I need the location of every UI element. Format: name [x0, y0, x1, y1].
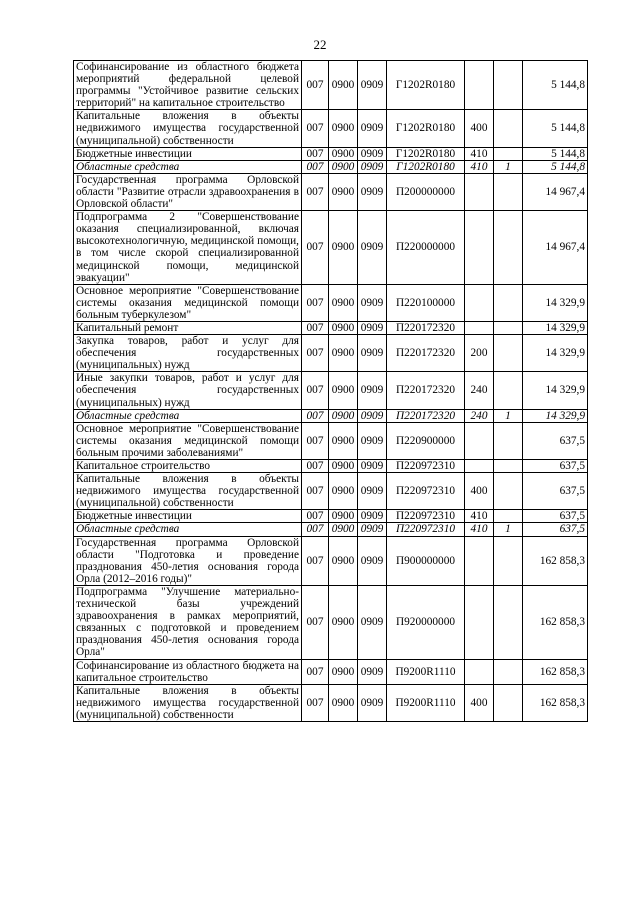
funding-source-cell	[494, 460, 523, 473]
amount-cell: 5 144,8	[523, 110, 588, 147]
ministry-code-cell: 007	[302, 173, 329, 210]
subsection-code-cell: 0909	[358, 659, 387, 684]
target-article-cell: П220000000	[387, 211, 465, 285]
expense-type-cell	[465, 61, 494, 110]
section-code-cell: 0900	[329, 409, 358, 422]
section-code-cell: 0900	[329, 684, 358, 721]
funding-source-cell	[494, 585, 523, 659]
amount-cell: 162 858,3	[523, 585, 588, 659]
expense-name-cell: Капитальные вложения в объекты недвижимого имущества государственной (муниципальной) собственности	[74, 110, 302, 147]
subsection-code-cell: 0909	[358, 585, 387, 659]
amount-cell: 637,5	[523, 473, 588, 510]
table-row	[74, 523, 588, 536]
funding-source-cell	[494, 422, 523, 459]
funding-source-cell	[494, 211, 523, 285]
table-row	[74, 684, 588, 721]
amount-cell: 162 858,3	[523, 659, 588, 684]
amount-cell: 14 329,9	[523, 321, 588, 334]
table-row	[74, 510, 588, 523]
subsection-code-cell: 0909	[358, 473, 387, 510]
expense-name-cell: Государственная программа Орловской области "Подготовка и проведение празднования 450-летия основания города Орла (2012–2016 годы)"	[74, 536, 302, 585]
section-code-cell: 0900	[329, 585, 358, 659]
section-code-cell: 0900	[329, 284, 358, 321]
section-code-cell: 0900	[329, 659, 358, 684]
target-article-cell: П220972310	[387, 523, 465, 536]
ministry-code-cell: 007	[302, 536, 329, 585]
expense-name-cell: Основное мероприятие "Совершенствование системы оказания медицинской помощи больным туберкулезом"	[74, 284, 302, 321]
budget-table	[73, 60, 588, 722]
section-code-cell: 0900	[329, 160, 358, 173]
table-row	[74, 659, 588, 684]
expense-name-cell: Основное мероприятие "Совершенствование системы оказания медицинской помощи больным прочими заболеваниями"	[74, 422, 302, 459]
table-row	[74, 335, 588, 372]
section-code-cell: 0900	[329, 147, 358, 160]
subsection-code-cell: 0909	[358, 61, 387, 110]
target-article-cell: П920000000	[387, 585, 465, 659]
expense-type-cell	[465, 321, 494, 334]
expense-name-cell: Областные средства	[74, 523, 302, 536]
expense-name-cell: Государственная программа Орловской области "Развитие отрасли здравоохранения в Орловской области"	[74, 173, 302, 210]
funding-source-cell: 1	[494, 523, 523, 536]
table-row	[74, 585, 588, 659]
ministry-code-cell: 007	[302, 460, 329, 473]
page-number: 22	[313, 37, 327, 52]
expense-type-cell	[465, 536, 494, 585]
amount-cell: 637,5	[523, 510, 588, 523]
expense-name-cell: Подпрограмма 2 "Совершенствование оказания специализированной, включая высокотехнологичную, медицинской помощи, в том числе скорой специализированной медицинской помощи, медицинской эвакуации"	[74, 211, 302, 285]
section-code-cell: 0900	[329, 110, 358, 147]
table-row	[74, 147, 588, 160]
subsection-code-cell: 0909	[358, 523, 387, 536]
expense-name-cell: Капитальное строительство	[74, 460, 302, 473]
expense-name-cell: Иные закупки товаров, работ и услуг для обеспечения государственных (муниципальных) нужд	[74, 372, 302, 409]
expense-name-cell: Областные средства	[74, 160, 302, 173]
expense-name-cell: Софинансирование из областного бюджета на капитальное строительство	[74, 659, 302, 684]
ministry-code-cell: 007	[302, 335, 329, 372]
expense-type-cell	[465, 460, 494, 473]
section-code-cell: 0900	[329, 61, 358, 110]
expense-type-cell: 410	[465, 147, 494, 160]
amount-cell: 14 329,9	[523, 409, 588, 422]
subsection-code-cell: 0909	[358, 147, 387, 160]
table-row	[74, 372, 588, 409]
subsection-code-cell: 0909	[358, 173, 387, 210]
expense-name-cell: Подпрограмма "Улучшение материально-технической базы учреждений здравоохранения в рамках мероприятий, связанных с подготовкой и проведением празднования 450-летия основания города Орла"	[74, 585, 302, 659]
funding-source-cell	[494, 335, 523, 372]
section-code-cell: 0900	[329, 510, 358, 523]
expense-type-cell: 200	[465, 335, 494, 372]
funding-source-cell	[494, 147, 523, 160]
expense-type-cell: 240	[465, 372, 494, 409]
table-row	[74, 409, 588, 422]
target-article-cell: П220972310	[387, 460, 465, 473]
ministry-code-cell: 007	[302, 372, 329, 409]
expense-type-cell	[465, 659, 494, 684]
amount-cell: 5 144,8	[523, 147, 588, 160]
ministry-code-cell: 007	[302, 684, 329, 721]
funding-source-cell	[494, 473, 523, 510]
expense-type-cell: 400	[465, 684, 494, 721]
amount-cell: 14 329,9	[523, 335, 588, 372]
section-code-cell: 0900	[329, 321, 358, 334]
table-row	[74, 284, 588, 321]
table-row	[74, 211, 588, 285]
expense-type-cell: 410	[465, 523, 494, 536]
target-article-cell: П200000000	[387, 173, 465, 210]
expense-name-cell: Капитальный ремонт	[74, 321, 302, 334]
section-code-cell: 0900	[329, 523, 358, 536]
amount-cell: 14 329,9	[523, 372, 588, 409]
target-article-cell: П220172320	[387, 321, 465, 334]
expense-name-cell: Закупка товаров, работ и услуг для обеспечения государственных (муниципальных) нужд	[74, 335, 302, 372]
amount-cell: 5 144,8	[523, 61, 588, 110]
table-body	[74, 61, 588, 722]
target-article-cell: Г1202R0180	[387, 61, 465, 110]
target-article-cell: П9200R1110	[387, 684, 465, 721]
section-code-cell: 0900	[329, 211, 358, 285]
subsection-code-cell: 0909	[358, 211, 387, 285]
table-row	[74, 473, 588, 510]
subsection-code-cell: 0909	[358, 510, 387, 523]
ministry-code-cell: 007	[302, 659, 329, 684]
section-code-cell: 0900	[329, 460, 358, 473]
expense-type-cell	[465, 284, 494, 321]
ministry-code-cell: 007	[302, 473, 329, 510]
expense-name-cell: Бюджетные инвестиции	[74, 147, 302, 160]
funding-source-cell	[494, 372, 523, 409]
funding-source-cell	[494, 110, 523, 147]
subsection-code-cell: 0909	[358, 536, 387, 585]
expense-name-cell: Бюджетные инвестиции	[74, 510, 302, 523]
amount-cell: 14 967,4	[523, 211, 588, 285]
funding-source-cell: 1	[494, 160, 523, 173]
expense-type-cell: 400	[465, 110, 494, 147]
ministry-code-cell: 007	[302, 510, 329, 523]
table-row	[74, 160, 588, 173]
target-article-cell: П900000000	[387, 536, 465, 585]
subsection-code-cell: 0909	[358, 284, 387, 321]
section-code-cell: 0900	[329, 335, 358, 372]
funding-source-cell	[494, 510, 523, 523]
target-article-cell: П220172320	[387, 372, 465, 409]
funding-source-cell	[494, 173, 523, 210]
subsection-code-cell: 0909	[358, 460, 387, 473]
funding-source-cell	[494, 536, 523, 585]
amount-cell: 162 858,3	[523, 684, 588, 721]
target-article-cell: П220900000	[387, 422, 465, 459]
ministry-code-cell: 007	[302, 211, 329, 285]
amount-cell: 637,5	[523, 460, 588, 473]
expense-type-cell	[465, 173, 494, 210]
target-article-cell: П220972310	[387, 473, 465, 510]
expense-name-cell: Софинансирование из областного бюджета мероприятий федеральной целевой программы "Устойчивое развитие сельских территорий" на капитальное строительство	[74, 61, 302, 110]
table-row	[74, 173, 588, 210]
ministry-code-cell: 007	[302, 523, 329, 536]
expense-type-cell: 240	[465, 409, 494, 422]
ministry-code-cell: 007	[302, 110, 329, 147]
expense-type-cell	[465, 585, 494, 659]
ministry-code-cell: 007	[302, 147, 329, 160]
ministry-code-cell: 007	[302, 284, 329, 321]
section-code-cell: 0900	[329, 173, 358, 210]
target-article-cell: П220172320	[387, 409, 465, 422]
expense-type-cell: 400	[465, 473, 494, 510]
ministry-code-cell: 007	[302, 409, 329, 422]
table-row	[74, 460, 588, 473]
subsection-code-cell: 0909	[358, 684, 387, 721]
subsection-code-cell: 0909	[358, 409, 387, 422]
table-row	[74, 110, 588, 147]
expense-type-cell: 410	[465, 160, 494, 173]
funding-source-cell	[494, 61, 523, 110]
funding-source-cell	[494, 659, 523, 684]
funding-source-cell: 1	[494, 409, 523, 422]
ministry-code-cell: 007	[302, 61, 329, 110]
funding-source-cell	[494, 684, 523, 721]
target-article-cell: Г1202R0180	[387, 147, 465, 160]
section-code-cell: 0900	[329, 473, 358, 510]
ministry-code-cell: 007	[302, 585, 329, 659]
funding-source-cell	[494, 284, 523, 321]
amount-cell: 5 144,8	[523, 160, 588, 173]
funding-source-cell	[494, 321, 523, 334]
expense-type-cell: 410	[465, 510, 494, 523]
subsection-code-cell: 0909	[358, 422, 387, 459]
section-code-cell: 0900	[329, 372, 358, 409]
table-row	[74, 61, 588, 110]
target-article-cell: П220972310	[387, 510, 465, 523]
expense-name-cell: Капитальные вложения в объекты недвижимого имущества государственной (муниципальной) собственности	[74, 684, 302, 721]
ministry-code-cell: 007	[302, 422, 329, 459]
amount-cell: 637,5	[523, 422, 588, 459]
expense-type-cell	[465, 422, 494, 459]
amount-cell: 162 858,3	[523, 536, 588, 585]
subsection-code-cell: 0909	[358, 110, 387, 147]
target-article-cell: П9200R1110	[387, 659, 465, 684]
expense-name-cell: Капитальные вложения в объекты недвижимого имущества государственной (муниципальной) собственности	[74, 473, 302, 510]
amount-cell: 14 967,4	[523, 173, 588, 210]
target-article-cell: П220100000	[387, 284, 465, 321]
section-code-cell: 0900	[329, 422, 358, 459]
amount-cell: 637,5	[523, 523, 588, 536]
section-code-cell: 0900	[329, 536, 358, 585]
table-row	[74, 422, 588, 459]
target-article-cell: Г1202R0180	[387, 160, 465, 173]
ministry-code-cell: 007	[302, 160, 329, 173]
target-article-cell: Г1202R0180	[387, 110, 465, 147]
expense-name-cell: Областные средства	[74, 409, 302, 422]
ministry-code-cell: 007	[302, 321, 329, 334]
table-row	[74, 536, 588, 585]
subsection-code-cell: 0909	[358, 372, 387, 409]
subsection-code-cell: 0909	[358, 335, 387, 372]
table-row	[74, 321, 588, 334]
target-article-cell: П220172320	[387, 335, 465, 372]
subsection-code-cell: 0909	[358, 160, 387, 173]
subsection-code-cell: 0909	[358, 321, 387, 334]
amount-cell: 14 329,9	[523, 284, 588, 321]
expense-type-cell	[465, 211, 494, 285]
